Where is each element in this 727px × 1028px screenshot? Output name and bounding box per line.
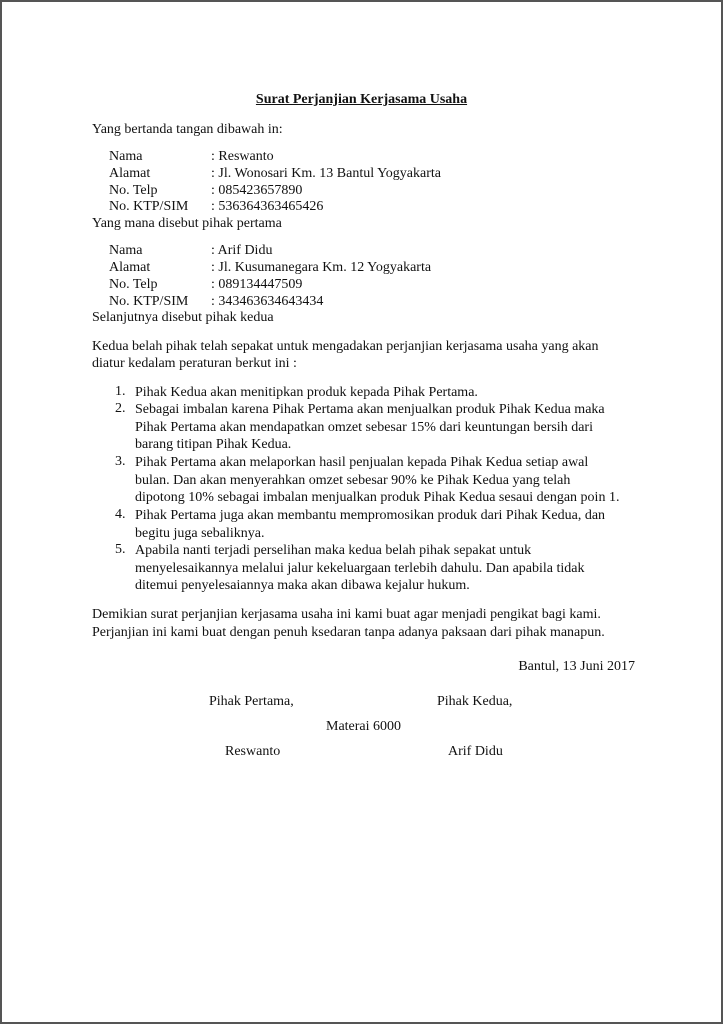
clause-line: ditemui penyelesaiannya maka akan dibawa kejalur hukum. <box>135 578 470 593</box>
clause-line: Pihak Pertama akan melaporkan hasil penjualan kepada Pihak Kedua setiap awal <box>135 455 589 470</box>
field-label: Alamat <box>109 166 151 181</box>
clause-line: barang titipan Pihak Kedua. <box>135 437 292 452</box>
clause-line: Apabila nanti terjadi perselihan maka kedua belah pihak sepakat untuk <box>135 543 532 558</box>
clause-line: bulan. Dan akan menyerahkan omzet sebesar 90% ke Pihak Kedua yang telah <box>135 472 571 488</box>
field-label: No. Telp <box>109 277 158 292</box>
first-party-name: Reswanto <box>225 744 281 759</box>
clause-line: Pihak Pertama juga akan membantu mempromosikan produk dari Pihak Kedua, dan <box>135 508 606 523</box>
clause-number: 3. <box>115 454 126 469</box>
field-value: : Reswanto <box>211 149 274 164</box>
clause-text <box>135 401 655 454</box>
stamp-duty-text: Materai 6000 <box>326 719 402 734</box>
clause-text <box>135 384 655 402</box>
field-value: : Jl. Wonosari Km. 13 Bantul Yogyakarta <box>211 166 441 181</box>
field-value: : Jl. Kusumanegara Km. 12 Yogyakarta <box>211 260 432 275</box>
party-two-designation: Selanjutnya disebut pihak kedua <box>92 310 274 325</box>
clause-text <box>135 507 655 542</box>
field-label: Nama <box>109 149 143 164</box>
clause-number: 5. <box>115 542 126 557</box>
field-label: Nama <box>109 243 143 258</box>
letter-title: Surat Perjanjian Kerjasama Usaha <box>255 92 468 107</box>
field-label: Alamat <box>109 260 151 275</box>
agreement-line: diatur kedalam peraturan berkut ini : <box>92 356 297 371</box>
clause-line: Sebagai imbalan karena Pihak Pertama akan menjualkan produk Pihak Kedua maka <box>135 402 605 417</box>
clause-line: Pihak Pertama akan mendapatkan omzet sebesar 15% dari keuntungan bersih dari <box>135 419 593 435</box>
clause-number: 1. <box>115 384 126 399</box>
closing-line: Demikian surat perjanjian kerjasama usaha ini kami buat agar menjadi pengikat bagi kami. <box>92 607 601 622</box>
field-value: : 343463634643434 <box>211 294 324 309</box>
party-one-designation: Yang mana disebut pihak pertama <box>92 216 282 231</box>
clause-number: 4. <box>115 507 126 522</box>
clause-line: begitu juga sebaliknya. <box>135 525 265 541</box>
intro-text: Yang bertanda tangan dibawah in: <box>92 122 283 137</box>
clause-number: 2. <box>115 401 126 416</box>
clause-text <box>135 454 655 507</box>
clause-line: menyelesaikannya melalui jalur kekeluargaan terlebih dahulu. Dan apabila tidak <box>135 560 585 576</box>
agreement-line: Kedua belah pihak telah sepakat untuk mengadakan perjanjian kerjasama usaha yang akan <box>92 339 599 354</box>
clause-line: dipotong 10% sebagai imbalan menjualkan produk Pihak Kedua sesaui dengan poin 1. <box>135 490 620 505</box>
closing-line: Perjanjian ini kami buat dengan penuh ksedaran tanpa adanya paksaan dari pihak manapun. <box>92 625 605 640</box>
field-value: : 089134447509 <box>211 277 303 292</box>
field-value: : Arif Didu <box>211 243 273 258</box>
field-value: : 536364363465426 <box>211 199 324 214</box>
second-party-label: Pihak Kedua, <box>437 694 513 709</box>
field-label: No. KTP/SIM <box>109 294 189 309</box>
second-party-name: Arif Didu <box>448 744 503 759</box>
clause-line: Pihak Kedua akan menitipkan produk kepada Pihak Pertama. <box>135 385 478 400</box>
clause-text <box>135 542 655 595</box>
field-value: : 085423657890 <box>211 183 303 198</box>
field-label: No. Telp <box>109 183 158 198</box>
field-label: No. KTP/SIM <box>109 199 189 214</box>
place-date: Bantul, 13 Juni 2017 <box>518 659 635 674</box>
first-party-label: Pihak Pertama, <box>209 694 294 709</box>
